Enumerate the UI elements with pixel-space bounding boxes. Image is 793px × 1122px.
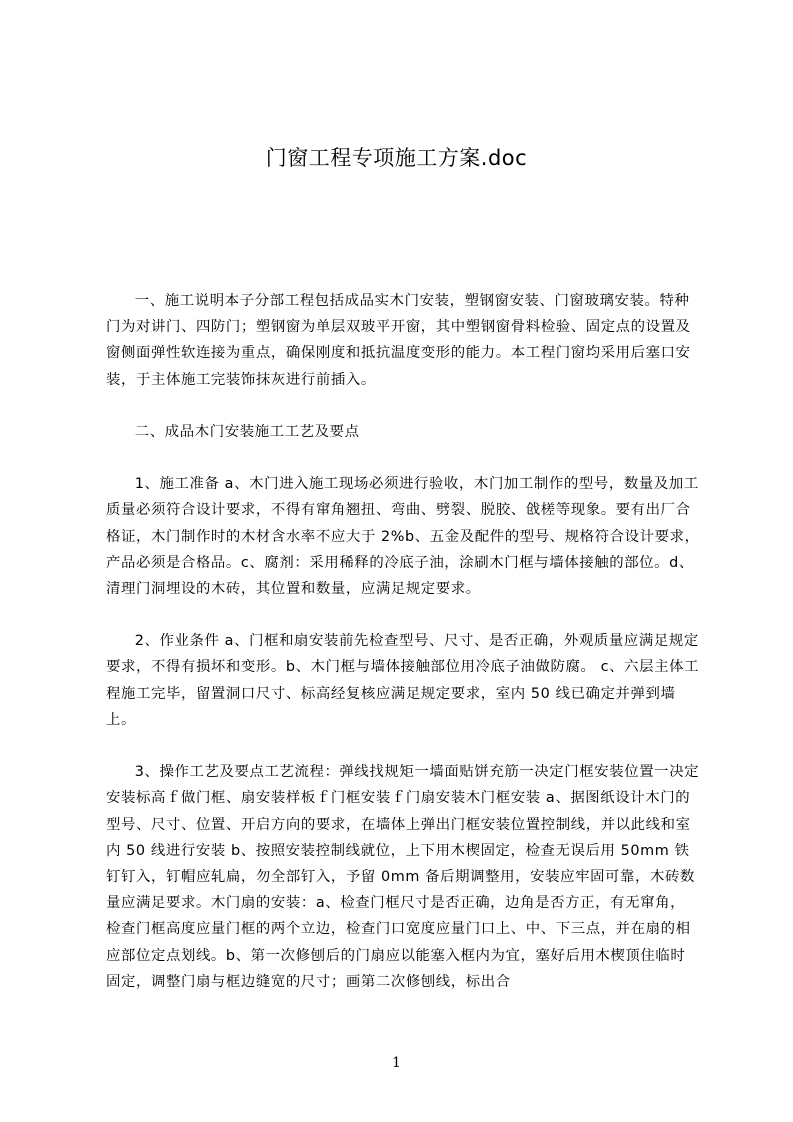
paragraph-process-points: 3、操作工艺及要点工艺流程：弹线找规矩一墙面贴饼充筋一决定门框安装位置一决定安装标高ｆ做门框、扇安装样板ｆ门框安装ｆ门扇安装木门框安装 a、据图纸设计木门的型号、尺寸、位置、开启方向的要求，在墙体上弹出门框安装位置控制线，并以此线和室内 50 线进行安装 b、按照安装控制线就位，上下用木楔固定，检查无误后用 50mm 铁钉钉入，钉帽应轧扁，勿全部钉入，予留 0mm 备后期调整用，安装应牢固可靠，木砖数量应满足要求。木门扇的安装：a、检查门框尺寸是否正确，边角是否方正，有无窜角，检查门框高度应量门框的两个立边，检查门口宽度应量门口上、中、下三点，并在扇的相应部位定点划线。b、第一次修刨后的门扇应以能塞入框内为宜，塞好后用木楔顶住临时固定，调整门扇与框边缝宽的尺寸；画第二次修刨线，标出合 xyxy=(106,764,700,990)
page-number: 1 xyxy=(392,1055,401,1071)
paragraph-work-conditions: 2、作业条件 a、门框和扇安装前先检查型号、尺寸、是否正确，外观质量应满足规定要求，不得有损坏和变形。b、木门框与墙体接触部位用冷底子油做防腐。 c、六层主体工程施工完毕，留置洞口尺寸、标高经复核应满足规定要求，室内 50 线已确定并弹到墙上。 xyxy=(106,633,700,728)
document-title: 门窗工程专项施工方案.doc xyxy=(265,146,528,170)
document-body xyxy=(106,288,700,1021)
paragraph-construction-description: 一、施工说明本子分部工程包括成品实木门安装，塑钢窗安装、门窗玻璃安装。特种门为对讲门、四防门；塑钢窗为单层双玻平开窗，其中塑钢窗骨料检验、固定点的设置及窗侧面弹性软连接为重点，确保刚度和抵抗温度变形的能力。本工程门窗均采用后塞口安装，于主体施工完装饰抹灰进行前插入。 xyxy=(106,293,691,388)
paragraph-preparation: 1、施工准备 a、木门进入施工现场必须进行验收，木门加工制作的型号，数量及加工质量必须符合设计要求，不得有窜角翘扭、弯曲、劈裂、脱胶、戗槎等现象。要有出厂合格证，木门制作时的木材含水率不应大于 2%b、五金及配件的型号、规格符合设计要求，产品必须是合格品。c、腐剂：采用稀释的冷底子油，涂刷木门框与墙体接触的部位。d、清理门洞埋设的木砖，其位置和数量，应满足规定要求。 xyxy=(106,476,700,598)
section-heading-wooden-door: 二、成品木门安装施工工艺及要点 xyxy=(134,424,360,440)
